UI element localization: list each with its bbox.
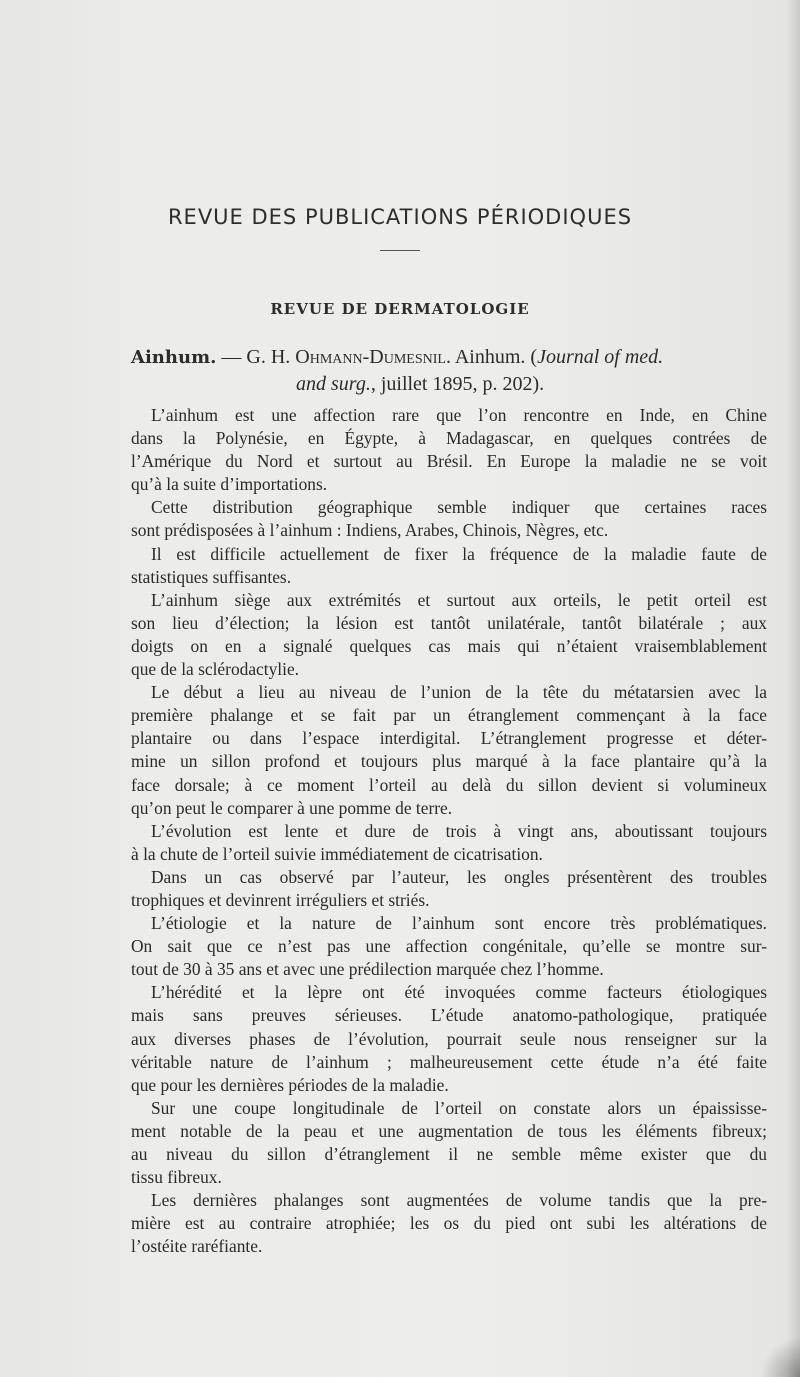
paragraph	[131, 681, 767, 820]
text-line: au niveau du sillon d’étranglement il ne semble même exister que du	[131, 1144, 767, 1164]
paragraph	[131, 589, 767, 681]
text-line: sont prédisposées à l’ainhum : Indiens, Arabes, Chinois, Nègres, etc.	[131, 520, 609, 541]
paragraph	[131, 496, 767, 542]
text-line: tout de 30 à 35 ans et avec une prédilection marquée chez l’homme.	[131, 959, 604, 980]
paragraph	[131, 981, 767, 1096]
paragraph	[131, 1097, 767, 1189]
text-line: l’Amérique du Nord et surtout au Brésil. En Europe la maladie ne se voit	[131, 451, 767, 472]
text-line: véritable nature de l’ainhum ; malheureusement cette étude n’a été faite	[131, 1051, 767, 1072]
citation-separator: . Ainhum. (	[445, 346, 538, 368]
text-line: L’ainhum siège aux extrémités et surtout aux orteils, le petit orteil est	[151, 589, 767, 610]
text-line: face dorsale; à ce moment l’orteil au delà du sillon devient si volumineux	[131, 774, 767, 795]
paragraph	[131, 912, 767, 981]
text-line: L’étiologie et la nature de l’ainhum sont encore très problématiques.	[151, 913, 767, 934]
text-line: aux diverses phases de l’évolution, pourrait seule nous renseigner sur la	[131, 1028, 767, 1049]
journal-name-part2: and surg.	[296, 373, 371, 395]
text-line: que de la sclérodactylie.	[131, 659, 300, 680]
text-line: L’hérédité et la lèpre ont été invoquées comme facteurs étiologiques	[151, 982, 767, 1003]
paragraph	[131, 404, 767, 496]
text-line: mais sans preuves sérieuses. L’étude anatomo-pathologique, pratiquée	[131, 1005, 767, 1026]
text-line: Il est difficile actuellement de fixer la fréquence de la maladie faute de	[151, 543, 767, 564]
paragraph	[131, 1189, 767, 1258]
text-line: Sur une coupe longitudinale de l’orteil on constate alors un épaississe-	[151, 1097, 767, 1118]
heading-rule	[380, 250, 420, 251]
page-corner-shadow	[760, 1337, 800, 1377]
citation-date: , juillet 1895, p. 202).	[370, 373, 545, 395]
article-name: Ainhum.	[131, 347, 217, 368]
article-author: Ohmann-Dumesnil	[295, 346, 446, 368]
page-heading: REVUE DES PUBLICATIONS PÉRIODIQUES	[167, 205, 633, 229]
text-line: On sait que ce n’est pas une affection congénitale, qu’elle se montre sur-	[131, 936, 767, 957]
text-line: son lieu d’élection; la lésion est tantôt unilatérale, tantôt bilatérale ; aux	[131, 612, 767, 633]
text-line: ment notable de la peau et une augmentation de tous les éléments fibreux;	[131, 1120, 767, 1141]
text-line: Le début a lieu au niveau de l’union de la tête du métatarsien avec la	[151, 682, 767, 703]
text-line: première phalange et se fait par un étranglement commençant à la face	[131, 705, 767, 726]
section-title: REVUE DE DERMATOLOGIE	[270, 300, 530, 318]
text-line: qu’à la suite d’importations.	[131, 474, 328, 495]
text-line: tissu fibreux.	[131, 1167, 222, 1188]
journal-name-part1: Journal of med.	[537, 346, 664, 368]
text-line: mière est au contraire atrophiée; les os du pied ont subi les altérations de	[131, 1213, 767, 1234]
text-line: Cette distribution géographique semble indiquer que certaines races	[151, 497, 767, 518]
text-line: L’évolution est lente et dure de trois à vingt ans, aboutissant toujours	[151, 820, 767, 841]
text-line: l’ostéite raréfiante.	[131, 1236, 263, 1257]
text-line: Dans un cas observé par l’auteur, les ongles présentèrent des troubles	[151, 866, 767, 887]
paragraph	[131, 820, 767, 866]
text-line: dans la Polynésie, en Égypte, à Madagascar, en quelques contrées de	[131, 428, 767, 449]
text-line: doigts on en a signalé quelques cas mais qui n’étaient vraisemblablement	[131, 635, 767, 656]
text-line: mine un sillon profond et toujours plus marqué à la face plantaire qu’à la	[131, 751, 767, 772]
text-line: plantaire ou dans l’espace interdigital. L’étranglement progresse et déter-	[131, 728, 767, 749]
text-line: qu’on peut le comparer à une pomme de terre.	[131, 797, 453, 818]
citation-line-2	[131, 371, 771, 397]
text-line: statistiques suffisantes.	[131, 566, 292, 587]
text-line: que pour les dernières périodes de la maladie.	[131, 1074, 449, 1095]
page-edge-shadow	[786, 0, 800, 1377]
citation-dash: — G. H.	[216, 346, 296, 368]
text-line: à la chute de l’orteil suivie immédiatement de cicatrisation.	[131, 843, 543, 864]
text-line: L’ainhum est une affection rare que l’on rencontre en Inde, en Chine	[151, 405, 767, 425]
article-body	[131, 404, 767, 1258]
article-citation	[131, 344, 771, 397]
paragraph	[131, 543, 767, 589]
text-line: Les dernières phalanges sont augmentées de volume tandis que la pre-	[151, 1190, 767, 1211]
text-line: trophiques et devinrent irréguliers et striés.	[131, 889, 430, 910]
paragraph	[131, 866, 767, 912]
